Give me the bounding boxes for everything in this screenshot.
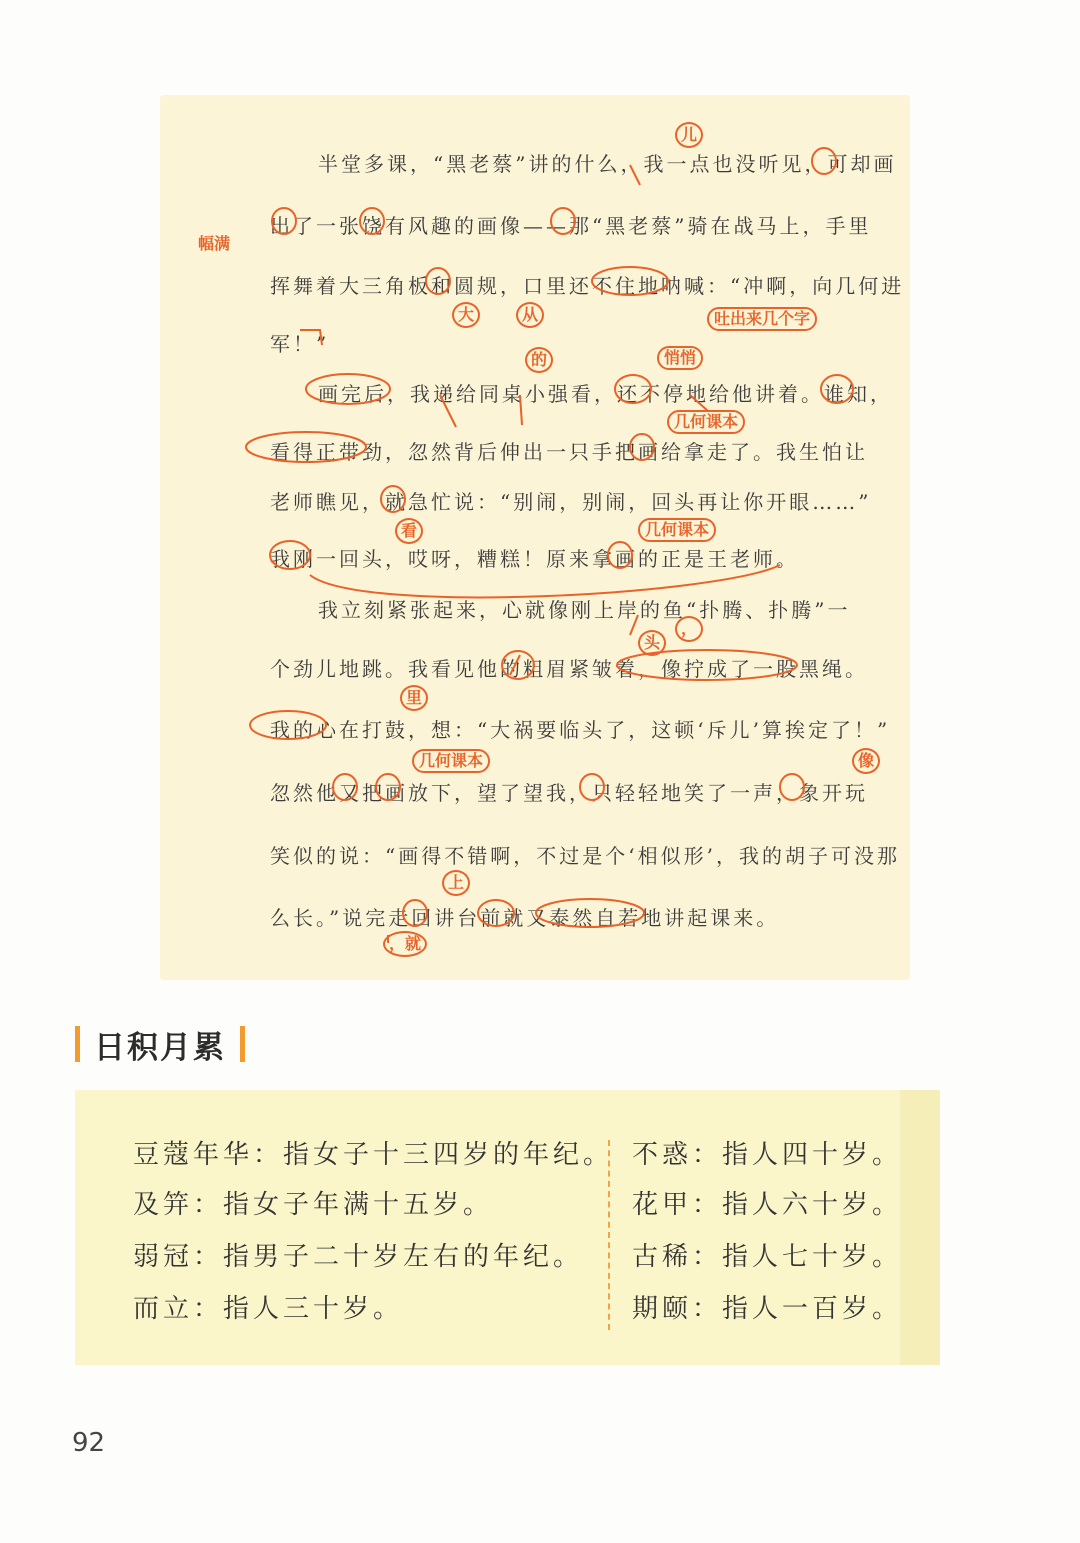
annotation-punctuation: ， [675, 616, 703, 642]
title-accent-bar [75, 1026, 80, 1062]
essay-line: 挥舞着大三角板和圆规，口里还不住地呐喊：“冲啊，向几何进 [270, 274, 905, 298]
essay-line: 我刚一回头，哎呀，糟糕！原来拿画的正是王老师。 [270, 547, 799, 571]
annotation-insert: 幅满 [198, 234, 231, 253]
vocab-item: 及笄：指女子年满十五岁。 [133, 1190, 494, 1220]
annotation-insert: 上 [442, 870, 470, 896]
annotation-replace: 悄悄 [657, 346, 703, 370]
annotation-insert: 像 [852, 748, 880, 774]
section-title: 日积月累 [94, 1029, 226, 1066]
essay-line: 笑似的说：“画得不错啊，不过是个‘相似形’，我的胡子可没那 [270, 844, 900, 868]
annotation-insert: 里 [400, 685, 428, 711]
essay-line: 我的心在打鼓，想：“大祸要临头了，这顿‘斥儿’算挨定了！” [270, 718, 891, 742]
essay-line: 军！” [270, 332, 330, 356]
essay-line: 老师瞧见，就急忙说：“别闹，别闹，回头再让你开眼……” [270, 490, 872, 514]
annotation-insert: ，就 [383, 931, 427, 957]
annotation-insert: 头 [638, 630, 666, 656]
vocab-item: 而立：指人三十岁。 [133, 1294, 404, 1324]
annotation-replace: 几何课本 [412, 749, 490, 773]
vocab-item: 弱冠：指男子二十岁左右的年纪。 [133, 1242, 584, 1272]
annotation-replace: 几何课本 [638, 518, 716, 542]
essay-line: 画完后，我递给同桌小强看，还不停地给他讲着。谁知， [318, 382, 893, 406]
essay-line: 看得正带劲，忽然背后伸出一只手把画给拿走了。我生怕让 [270, 440, 868, 464]
vocab-item: 不惑：指人四十岁。 [632, 1140, 903, 1170]
annotation-insert: 从 [516, 302, 544, 328]
annotation-insert: 儿 [675, 122, 703, 148]
page-number: 92 [72, 1428, 106, 1458]
essay-line: 个劲儿地跳。我看见他的粗眉紧皱着，像拧成了一股黑绳。 [270, 657, 868, 681]
title-accent-bar [240, 1026, 245, 1062]
decorative-strip [900, 1090, 940, 1365]
essay-line: 么长。”说完走回讲台前就又泰然自若地讲起课来。 [270, 906, 780, 930]
vocab-item: 花甲：指人六十岁。 [632, 1190, 903, 1220]
vocab-item: 豆蔻年华：指女子十三四岁的年纪。 [133, 1140, 614, 1170]
annotation-insert: 的 [525, 347, 553, 373]
annotation-replace: 吐出来几个字 [707, 307, 817, 331]
essay-line: 忽然他又把画放下，望了望我，只轻轻地笑了一声，象开玩 [270, 781, 868, 805]
essay-line: 我立刻紧张起来，心就像刚上岸的鱼“扑腾、扑腾”一 [318, 598, 851, 622]
proofreading-marks [160, 95, 910, 980]
essay-line: 出了一张饶有风趣的画像——那“黑老蔡”骑在战马上，手里 [270, 214, 872, 238]
essay-line: 半堂多课，“黑老蔡”讲的什么，我一点也没听见，可却画 [318, 152, 897, 176]
annotation-insert: 看 [395, 518, 423, 544]
annotation-insert: 大 [452, 302, 480, 328]
annotation-replace: 几何课本 [667, 410, 745, 434]
vocab-item: 期颐：指人一百岁。 [632, 1294, 903, 1324]
vocab-item: 古稀：指人七十岁。 [632, 1242, 903, 1272]
section-header [75, 1022, 245, 1066]
